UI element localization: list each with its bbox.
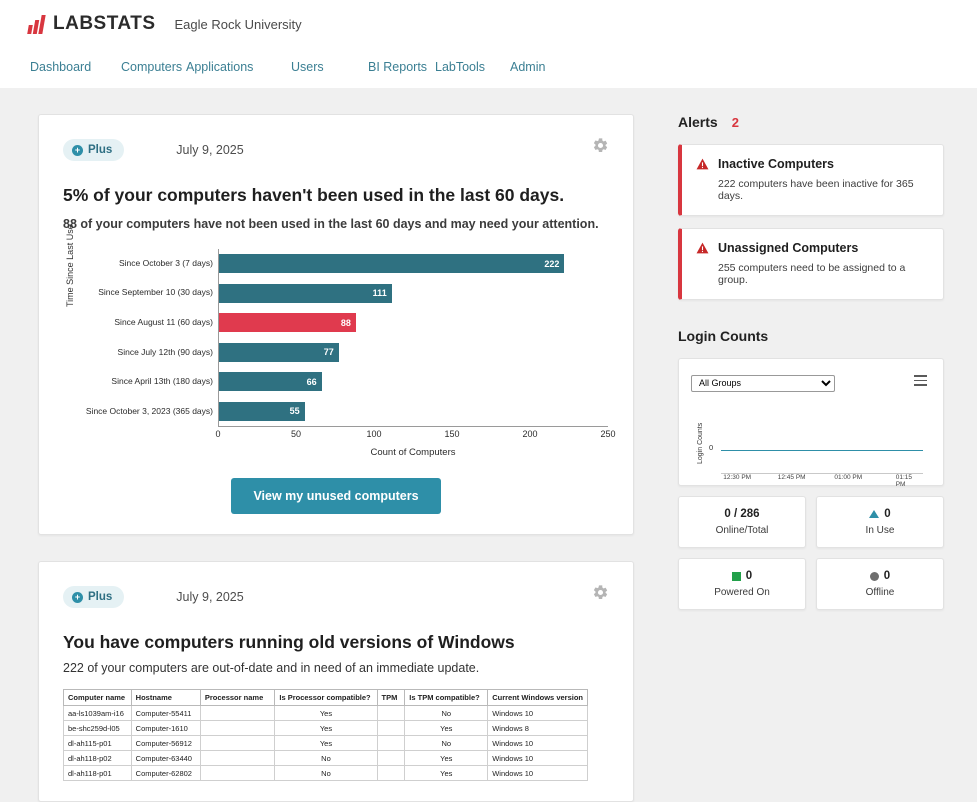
chart-bar xyxy=(219,402,305,421)
chart-bar xyxy=(219,284,392,303)
chart-category-label: Since October 3 (7 days) xyxy=(118,257,213,268)
chart-plot-area xyxy=(85,249,608,427)
login-chart-series-line xyxy=(721,450,923,452)
stat-value-wrap xyxy=(869,508,890,520)
cell-windows-version: Windows 10 xyxy=(488,751,588,766)
nav-item-bi-reports[interactable]: BI Reports xyxy=(368,60,428,74)
cell-hostname: Computer-1610 xyxy=(131,721,200,736)
cell-computer-name: dl-ah118-p02 xyxy=(64,751,132,766)
chart-x-tick: 50 xyxy=(290,429,302,439)
chart-y-axis-label: Time Since Last Use xyxy=(65,224,75,307)
cell-computer-name: aa-ls1039am-i16 xyxy=(64,706,132,721)
sidebar-column xyxy=(678,114,944,756)
alert-unassigned-computers[interactable] xyxy=(678,228,944,300)
stat-online-total[interactable] xyxy=(678,496,806,548)
stat-label: Online/Total xyxy=(715,525,769,536)
card-date: July 9, 2025 xyxy=(176,590,244,604)
plus-badge-label: Plus xyxy=(88,591,113,603)
cell-tpm-compat: Yes xyxy=(405,751,488,766)
cell-windows-version: Windows 10 xyxy=(488,706,588,721)
labstats-logo-icon xyxy=(28,15,46,34)
cell-tpm xyxy=(377,721,405,736)
main-column xyxy=(38,114,634,778)
stat-value: 0 / 286 xyxy=(724,508,760,520)
login-counts-title: Login Counts xyxy=(678,328,769,344)
cell-tpm xyxy=(377,736,405,751)
card-title: You have computers running old versions of Windows xyxy=(63,632,515,652)
cell-tpm-compat: Yes xyxy=(405,721,488,736)
chart-bar-row xyxy=(114,308,608,338)
column-header-tpm-compat: Is TPM compatible? xyxy=(405,690,488,706)
stat-label: Offline xyxy=(865,587,895,598)
cell-tpm-compat: No xyxy=(405,736,488,751)
chart-bar-row xyxy=(117,338,608,368)
column-header-tpm: TPM xyxy=(377,690,405,706)
alert-header xyxy=(696,241,929,255)
login-chart-y-axis-label: Login Counts xyxy=(697,422,704,464)
cell-tpm xyxy=(377,766,405,781)
stat-offline[interactable] xyxy=(816,558,944,610)
chart-bar-value: 88 xyxy=(340,317,351,328)
hamburger-menu-icon[interactable] xyxy=(914,375,927,389)
gear-icon[interactable] xyxy=(592,584,609,601)
chart-bar xyxy=(219,254,564,273)
login-chart-y-tick: 0 xyxy=(709,442,714,452)
login-chart-x-ticks xyxy=(721,474,923,486)
login-chart-x-tick: 01:00 PM xyxy=(834,473,863,481)
chart-bar-row xyxy=(85,397,608,427)
table-row[interactable] xyxy=(64,766,588,781)
chart-bar-row xyxy=(98,279,608,309)
stat-value-wrap xyxy=(870,570,890,582)
cell-processor-name xyxy=(200,751,274,766)
table-header-row xyxy=(64,690,588,706)
triangle-icon xyxy=(869,510,879,518)
square-icon xyxy=(732,572,741,581)
card-title: 5% of your computers haven't been used in the last 60 days. xyxy=(63,185,565,205)
circle-icon xyxy=(870,572,879,581)
nav-item-admin[interactable]: Admin xyxy=(510,60,546,74)
app-header xyxy=(0,0,977,88)
column-header-processor-compat: Is Processor compatible? xyxy=(275,690,377,706)
plus-circle-icon: + xyxy=(72,145,83,156)
alert-inactive-computers[interactable] xyxy=(678,144,944,216)
brand-row xyxy=(28,0,949,35)
alert-title: Unassigned Computers xyxy=(718,241,859,255)
chart-category-label: Since April 13th (180 days) xyxy=(111,376,213,387)
chart-x-tick: 150 xyxy=(444,429,460,439)
chart-bar-row xyxy=(111,367,608,397)
chart-bar-highlighted xyxy=(219,313,356,332)
stat-in-use[interactable] xyxy=(816,496,944,548)
cell-processor-name xyxy=(200,706,274,721)
alerts-count-badge: 2 xyxy=(731,114,739,130)
cell-hostname: Computer-56912 xyxy=(131,736,200,751)
cell-processor-compat: Yes xyxy=(275,736,377,751)
card-date: July 9, 2025 xyxy=(176,143,244,157)
chart-x-tick: 0 xyxy=(215,429,221,439)
chart-bar-value: 111 xyxy=(372,288,387,299)
column-header-windows-version: Current Windows version xyxy=(488,690,588,706)
nav-item-dashboard[interactable]: Dashboard xyxy=(30,60,92,74)
login-chart-x-tick: 12:45 PM xyxy=(777,473,806,481)
chart-category-label: Since September 10 (30 days) xyxy=(98,287,213,298)
login-chart-x-tick: 01:15 PM xyxy=(895,473,912,488)
cell-processor-compat: Yes xyxy=(275,706,377,721)
cell-computer-name: be-shc259d-l05 xyxy=(64,721,132,736)
page-body xyxy=(0,88,977,778)
logo-text: LABSTATS xyxy=(53,13,156,34)
chart-x-tick: 250 xyxy=(600,429,616,439)
plus-circle-icon: + xyxy=(72,592,83,603)
cell-processor-compat: No xyxy=(275,751,377,766)
chart-bar xyxy=(219,343,339,362)
cell-processor-name xyxy=(200,766,274,781)
chart-category-label: Since July 12th (90 days) xyxy=(117,346,213,357)
column-header-computer-name: Computer name xyxy=(64,690,132,706)
plus-badge-label: Plus xyxy=(88,144,113,156)
chart-x-axis-label: Count of Computers xyxy=(370,447,456,458)
chart-bar xyxy=(219,372,322,391)
cell-tpm-compat: No xyxy=(405,706,488,721)
stat-value: 0 xyxy=(884,508,891,520)
table-row[interactable] xyxy=(64,736,588,751)
card-old-windows xyxy=(38,561,634,802)
cell-tpm xyxy=(377,751,405,766)
chart-bar-value: 66 xyxy=(306,376,317,387)
cell-tpm-compat: Yes xyxy=(405,766,488,781)
cell-processor-compat: No xyxy=(275,766,377,781)
plus-badge xyxy=(63,139,124,161)
card-subtitle: 222 of your computers are out-of-date and in need of an immediate update. xyxy=(63,661,480,675)
alert-header xyxy=(696,157,929,171)
nav-item-labtools[interactable]: LabTools xyxy=(435,60,486,74)
organization-name: Eagle Rock University xyxy=(174,16,302,32)
chart-category-label: Since August 11 (60 days) xyxy=(114,317,213,328)
alerts-title: Alerts xyxy=(678,114,718,130)
cell-windows-version: Windows 10 xyxy=(488,766,588,781)
main-navigation xyxy=(28,56,949,78)
chart-bar-row xyxy=(118,249,608,279)
nav-item-users[interactable]: Users xyxy=(291,60,324,74)
table-row[interactable] xyxy=(64,721,588,736)
cell-hostname: Computer-63440 xyxy=(131,751,200,766)
table-row[interactable] xyxy=(64,751,588,766)
column-header-hostname: Hostname xyxy=(131,690,200,706)
card-header xyxy=(63,584,609,610)
chart-bar-value: 222 xyxy=(544,258,560,269)
cell-computer-name: dl-ah118-p01 xyxy=(64,766,132,781)
stat-value: 0 xyxy=(883,570,891,582)
cell-hostname: Computer-62802 xyxy=(131,766,200,781)
cell-processor-name xyxy=(200,736,274,751)
card-unused-computers xyxy=(38,114,634,535)
plus-badge xyxy=(63,586,124,608)
stat-value-wrap xyxy=(732,570,752,582)
login-chart-x-tick: 12:30 PM xyxy=(723,473,752,481)
chart-x-ticks xyxy=(215,429,616,443)
card-subtitle: 88 of your computers have not been used in the last 60 days and may need your attention. xyxy=(63,217,599,231)
nav-item-applications[interactable]: Applications xyxy=(186,60,254,74)
status-stats-grid xyxy=(678,496,944,610)
chart-bar-value: 55 xyxy=(289,406,300,417)
login-counts-chart xyxy=(691,408,931,486)
stat-value: 0 xyxy=(745,570,753,582)
cell-tpm xyxy=(377,706,405,721)
cell-processor-compat: Yes xyxy=(275,721,377,736)
chart-bar-value: 77 xyxy=(323,347,334,358)
cell-hostname: Computer-55411 xyxy=(131,706,200,721)
view-unused-computers-button[interactable]: View my unused computers xyxy=(231,478,440,514)
old-windows-table xyxy=(63,689,588,781)
alerts-header xyxy=(678,114,944,130)
chart-x-tick: 100 xyxy=(366,429,382,439)
cell-windows-version: Windows 10 xyxy=(488,736,588,751)
card-header xyxy=(63,137,609,163)
nav-item-computers[interactable]: Computers xyxy=(121,60,183,74)
column-header-processor-name: Processor name xyxy=(200,690,274,706)
group-filter-select[interactable] xyxy=(691,375,835,392)
cell-computer-name: dl-ah115-p01 xyxy=(64,736,132,751)
table-row[interactable] xyxy=(64,706,588,721)
alert-description: 222 computers have been inactive for 365 days. xyxy=(718,178,914,202)
stat-label: Powered On xyxy=(714,587,770,598)
stat-label: In Use xyxy=(865,525,895,536)
login-counts-card xyxy=(678,358,944,486)
warning-triangle-icon xyxy=(696,242,709,254)
cell-processor-name xyxy=(200,721,274,736)
gear-icon[interactable] xyxy=(592,137,609,154)
warning-triangle-icon xyxy=(696,158,709,170)
chart-category-label: Since October 3, 2023 (365 days) xyxy=(85,405,213,416)
stat-powered-on[interactable] xyxy=(678,558,806,610)
alert-description: 255 computers need to be assigned to a group. xyxy=(718,262,906,286)
cell-windows-version: Windows 8 xyxy=(488,721,588,736)
chart-x-tick: 200 xyxy=(522,429,538,439)
alert-title: Inactive Computers xyxy=(718,157,835,171)
